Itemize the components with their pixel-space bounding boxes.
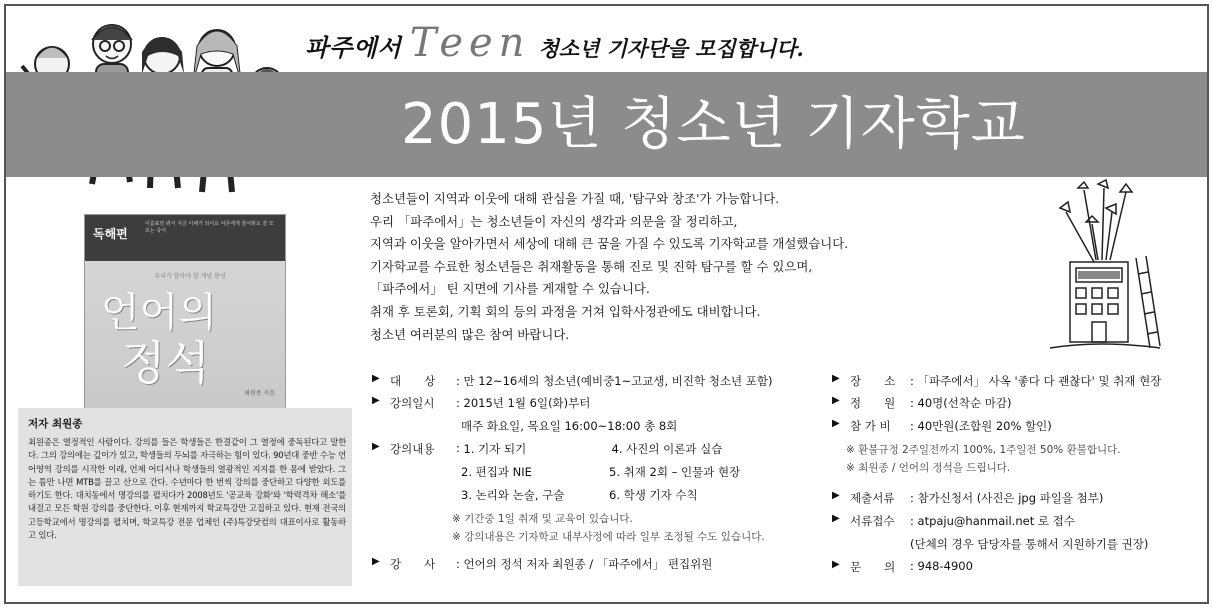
newspaper-building-doodle (1040, 178, 1170, 358)
bullet-arrow-icon: ▶ (372, 395, 380, 406)
author-name: 저자 최원종 (28, 418, 83, 430)
content-row (372, 441, 722, 457)
book-title-line2: 정석 (121, 336, 210, 390)
content-item: 3. 논리와 논술, 구술 (461, 488, 565, 502)
date-row (372, 395, 590, 411)
quota-label: 정 원 (850, 396, 896, 410)
bullet-arrow-icon: ▶ (372, 373, 380, 384)
content-item: 1. 기자 되기 (463, 442, 527, 456)
apply-email: : atpaju@hanmail.net 로 접수 (910, 514, 1075, 528)
content-label: 강의내용 (390, 442, 435, 456)
date-label: 강의일시 (390, 396, 435, 410)
content-row-3 (461, 487, 698, 503)
lecturer-row (372, 556, 712, 572)
fee-row (832, 418, 1052, 434)
content-item: 2. 편집과 NIE (461, 465, 532, 479)
date-value-2: 매주 화요일, 목요일 16:00~18:00 총 8회 (461, 419, 678, 433)
content-colon: : (456, 441, 464, 455)
intro-line: 지역과 이웃을 알아가면서 세상에 대해 큰 꿈을 가질 수 있도록 기자학교를 개설했습니다. (370, 236, 849, 252)
place-row (832, 373, 1161, 389)
quota-value: : 40명(선착순 마감) (910, 396, 1012, 410)
bullet-arrow-icon: ▶ (832, 559, 840, 570)
intro-line: 기자학교를 수료한 청소년들은 취재활동을 통해 진로 및 진학 탐구를 할 수 있으며, (370, 258, 813, 274)
contact-label: 문 의 (850, 560, 896, 574)
author-profile-box (18, 408, 352, 586)
page-title: 2015년 청소년 기자학교 (401, 92, 1026, 157)
target-label: 대 상 (390, 374, 436, 388)
book-subtitle: 우리가 알아야 할 개념 완성 (154, 273, 226, 280)
content-item: 5. 취재 2회 – 인물과 현장 (609, 465, 741, 479)
tagline-recruit-text: 청소년 기자단을 모집합니다. (538, 36, 804, 61)
content-row-2 (461, 464, 740, 480)
bullet-arrow-icon: ▶ (832, 513, 840, 524)
intro-line: 「파주에서」 틴 지면에 기사를 게재할 수 있습니다. (370, 281, 650, 297)
fee-note-1: ※ 환불규정 2주일전까지 100%, 1주일전 50% 환불합니다. (846, 444, 1121, 456)
fee-value: : 40만원(조합원 20% 할인) (910, 419, 1052, 433)
apply-row (832, 513, 1075, 529)
bullet-arrow-icon: ▶ (372, 556, 380, 567)
quota-row (832, 395, 1011, 411)
content-item: 4. 사진의 이론과 실습 (611, 442, 723, 456)
bullet-arrow-icon: ▶ (832, 490, 840, 501)
book-cover-image (84, 214, 286, 410)
intro-line: 청소년 여러분의 많은 참여 바랍니다. (370, 326, 570, 342)
apply-note: (단체의 경우 담당자를 통해서 지원하기를 권장) (910, 537, 1149, 551)
date-value: : 2015년 1월 6일(화)부터 (456, 396, 591, 410)
contact-phone: : 948-4900 (910, 559, 973, 573)
title-banner (6, 72, 1207, 177)
fee-note-2: ※ 최원종 / 언어의 정석을 드립니다. (846, 462, 1011, 474)
content-note-2: ※ 강의내용은 기자학교 내부사정에 따라 일부 조정될 수도 있습니다. (452, 531, 765, 543)
docs-value: : 참가신청서 (사진은 jpg 파일을 첨부) (910, 491, 1104, 505)
docs-label: 제출서류 (850, 491, 895, 505)
lecturer-value: : 언어의 정석 저자 최원종 / 「파주에서」 편집위원 (456, 557, 713, 571)
content-note-1: ※ 기간중 1일 취재 및 교육이 있습니다. (452, 513, 633, 525)
author-bio: 최원종은 열정적인 사람이다. 강의를 들은 학생들은 한결같이 그 열정에 중독된다고 말한다. 그의 강의에는 깊이가 있고, 학생들의 두뇌를 자극하는 힘이 있다. 90년대 중반 수능 언어영역 강의를 시작한 이래, 언제 어디서나 학생들의 열광적인 지지를 한 몸에 받았다. 그는 틈만 나면 MTB를 끌고 산으로 간다. 수년마다 한 번씩 강의를 중단하고 다양한 외도를 하기도 한다. 대치동에서 명강의를 펼치다가 2008년도 '공교육 강화'와 '학력격차 해소'를 내걸고 모든 학원 강의를 중단한다. 이후 현재까지 학교특강만 고집하고 있다. 현재 전국의 고등학교에서 명강의를 펼치며, 학교특강 전문 업체인 (주)특강닷컴의 대표이사로 활동하고 있다. (28, 437, 346, 541)
book-title-line1: 언어의 (101, 290, 217, 336)
book-series-label: 독해편 (93, 227, 128, 241)
bullet-arrow-icon: ▶ (832, 395, 840, 406)
intro-line: 청소년들이 지역과 이웃에 대해 관심을 가질 때, '탐구와 창조'가 가능합니다. (370, 191, 780, 206)
docs-row (832, 490, 1103, 506)
intro-line: 취재 후 토론회, 기획 회의 등의 과정을 거쳐 입학사정관에도 대비합니다. (370, 303, 761, 319)
bullet-arrow-icon: ▶ (832, 373, 840, 384)
lecturer-label: 강 사 (390, 557, 436, 571)
tagline-teen: Teen (409, 20, 531, 66)
bullet-arrow-icon: ▶ (372, 441, 380, 452)
book-author: 최원종 지음 (244, 390, 275, 397)
tagline-local-name: 파주에서 (305, 33, 402, 62)
bullet-arrow-icon: ▶ (832, 418, 840, 429)
place-label: 장 소 (850, 374, 896, 388)
contact-row (832, 559, 973, 575)
target-row (372, 373, 772, 389)
content-item: 6. 학생 기자 수칙 (609, 488, 698, 502)
apply-label: 서류접수 (850, 514, 895, 528)
book-blurb: 이름표만 봐서 지금 이해가 되어요 어른에게 물어봐도 잘 모르는 국어 (145, 221, 274, 234)
place-value: : 「파주에서」 사옥 '좋다 다 괜찮다' 및 취재 현장 (910, 374, 1162, 388)
header-tagline (305, 20, 804, 66)
fee-label: 참 가 비 (850, 419, 891, 433)
intro-line: 우리 「파주에서」는 청소년들이 자신의 생각과 의문을 잘 정리하고, (370, 213, 738, 229)
target-value: : 만 12~16세의 청소년(예비중1~고교생, 비진학 청소년 포함) (456, 374, 773, 388)
intro-paragraph (370, 188, 1010, 346)
